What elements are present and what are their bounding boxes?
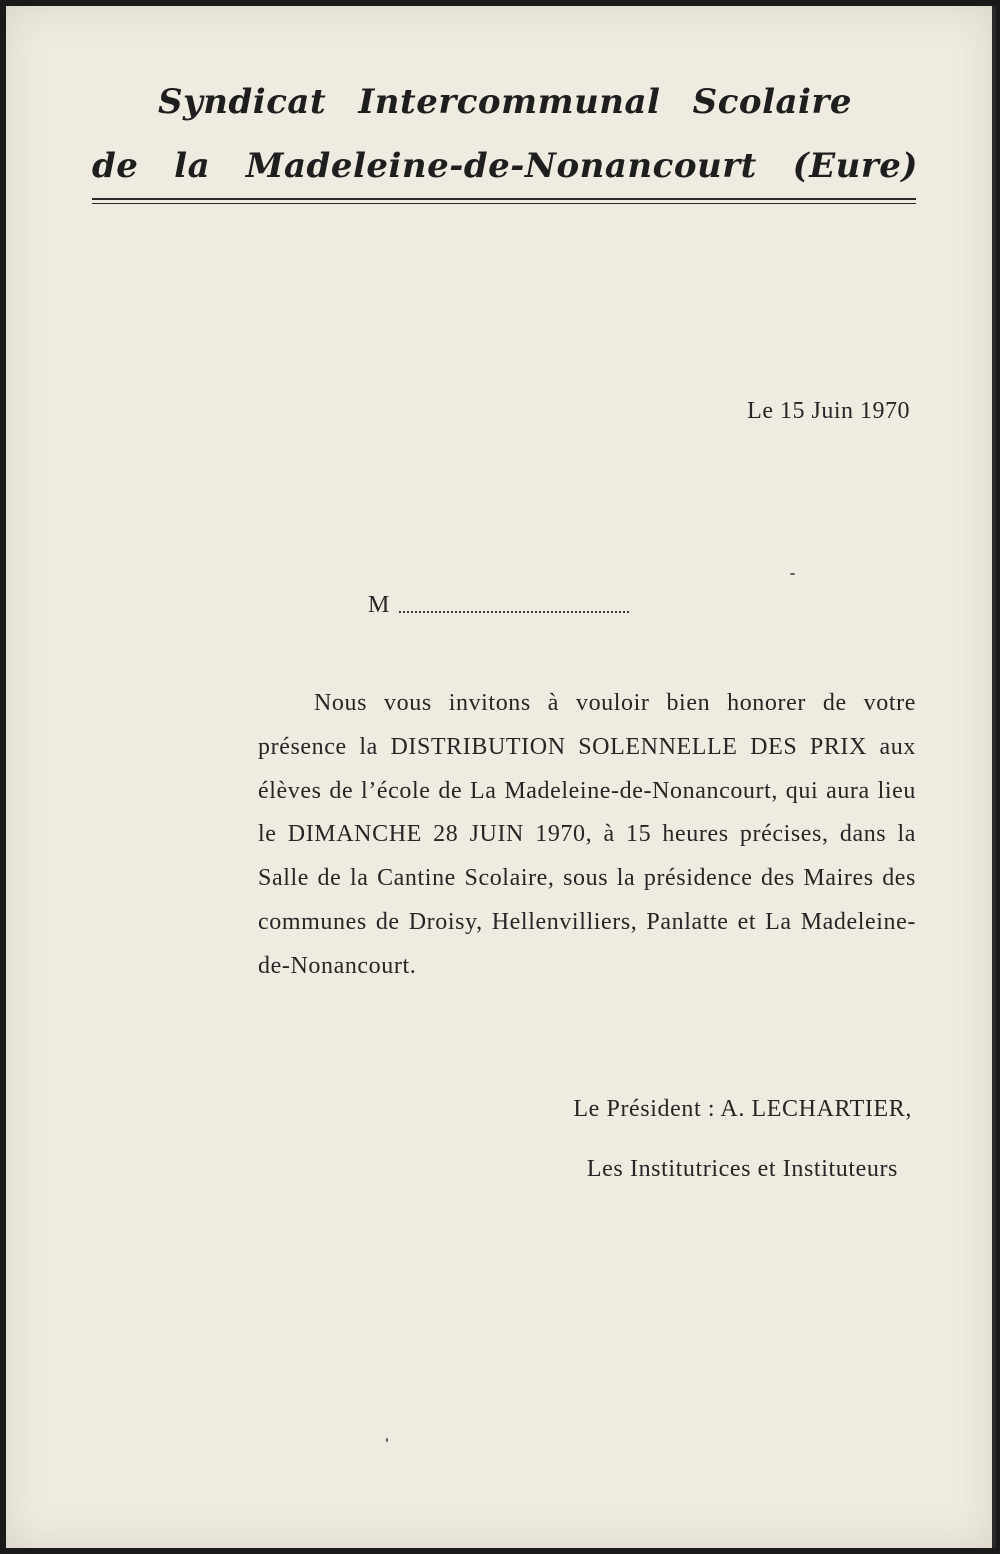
letterhead-line-2	[92, 146, 918, 202]
letterhead-word: Scolaire	[692, 82, 852, 122]
paper-speck	[790, 573, 795, 575]
salutation-initial: M	[368, 592, 390, 618]
teachers-signature: Les Institutrices et Instituteurs	[586, 1156, 898, 1182]
letterhead-rule	[92, 198, 916, 200]
letterhead-word: la	[174, 146, 211, 186]
letterhead-word: (Eure)	[792, 146, 918, 186]
letterhead-rule-thin	[92, 203, 916, 204]
president-signature: Le Président : A. LECHARTIER,	[573, 1096, 912, 1122]
letter-date: Le 15 Juin 1970	[747, 398, 910, 424]
recipient-name-blank	[399, 607, 629, 613]
invitation-body: Nous vous invitons à vouloir bien honorer de votre présence la DISTRIBUTION SOLENNELLE DES PRIX aux élèves de l’école de La Madeleine-de-Nonancourt, qui aura lieu le DIMANCHE 28 JUIN 1970, à 15 heures précises, dans la Salle de la Cantine Scolaire, sous la présidence des Maires des communes de Droisy, Hellenvilliers, Panlatte et La Madeleine-de-Nonancourt.	[258, 690, 916, 979]
paper-speck	[386, 1438, 388, 1442]
invitation-sheet	[6, 6, 996, 1548]
letterhead-line-1	[92, 82, 918, 138]
letterhead-word: de	[92, 146, 139, 186]
letterhead-word: Madeleine-de-Nonancourt	[245, 146, 757, 186]
letterhead-word: Syndicat	[158, 82, 327, 122]
salutation	[368, 592, 629, 619]
letterhead-word: Intercommunal	[358, 82, 661, 122]
